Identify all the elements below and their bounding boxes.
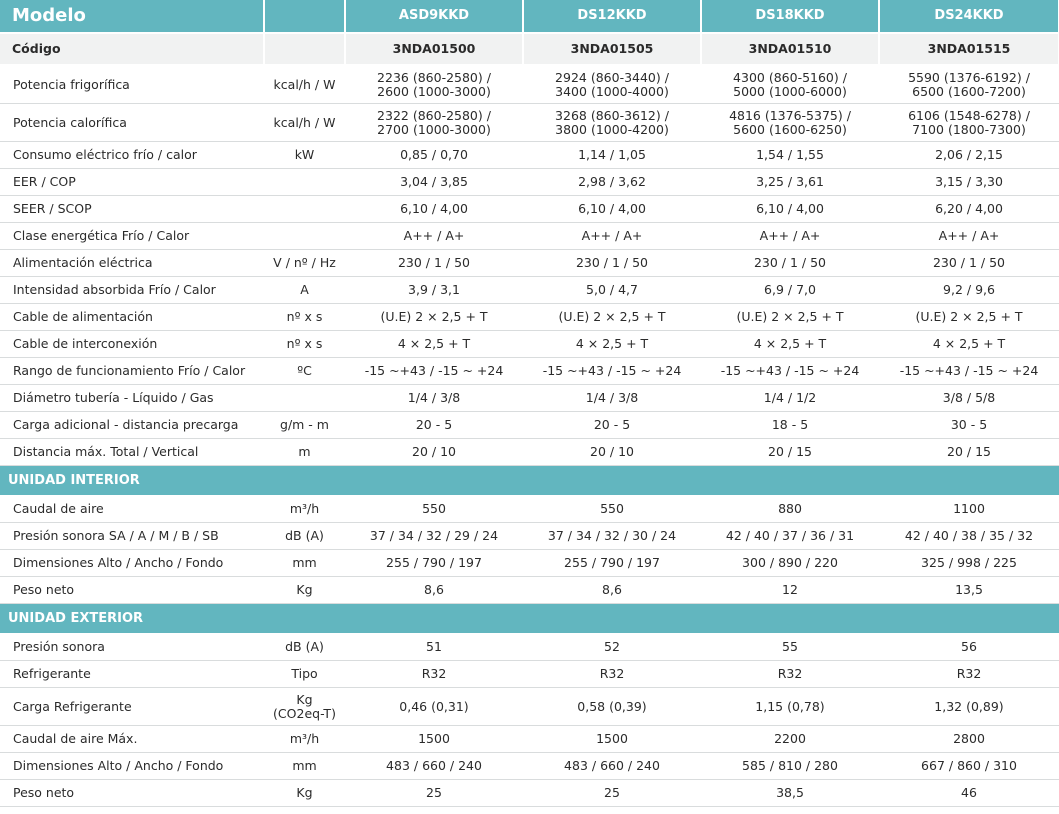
spec-unit: Kg	[264, 577, 345, 604]
spec-label: Presión sonora SA / A / M / B / SB	[0, 523, 264, 550]
spec-label: Peso neto	[0, 780, 264, 807]
spec-value: 0,85 / 0,70	[345, 142, 523, 169]
spec-value: R32	[345, 661, 523, 688]
spec-value: 230 / 1 / 50	[701, 250, 879, 277]
spec-value: 1500	[523, 726, 701, 753]
spec-value: 9,2 / 9,6	[879, 277, 1059, 304]
spec-label: Rango de funcionamiento Frío / Calor	[0, 358, 264, 385]
spec-value: R32	[523, 661, 701, 688]
spec-value: 483 / 660 / 240	[523, 753, 701, 780]
spec-value: 25	[345, 780, 523, 807]
spec-value: 20 - 5	[523, 412, 701, 439]
spec-value: 2,98 / 3,62	[523, 169, 701, 196]
spec-label: Caudal de aire	[0, 496, 264, 523]
spec-unit: mm	[264, 550, 345, 577]
spec-label: Potencia frigorífica	[0, 65, 264, 104]
spec-value: 6,10 / 4,00	[701, 196, 879, 223]
exterior-section-header	[0, 604, 1059, 634]
spec-value: 4300 (860-5160) / 5000 (1000-6000)	[701, 65, 879, 104]
spec-value: -15 ~+43 / -15 ~ +24	[523, 358, 701, 385]
spec-label: Potencia calorífica	[0, 104, 264, 142]
spec-value: 51	[345, 634, 523, 661]
spec-unit: Kg	[264, 780, 345, 807]
code-unit-spacer	[264, 33, 345, 65]
model-name: DS18KKD	[701, 0, 879, 33]
spec-label: Peso neto	[0, 577, 264, 604]
spec-value: 2200	[701, 726, 879, 753]
spec-label: Dimensiones Alto / Ancho / Fondo	[0, 550, 264, 577]
model-name: DS12KKD	[523, 0, 701, 33]
spec-unit: V / nº / Hz	[264, 250, 345, 277]
spec-label: Intensidad absorbida Frío / Calor	[0, 277, 264, 304]
interior-spec-row	[0, 550, 1059, 577]
model-code: 3NDA01515	[879, 33, 1059, 65]
spec-value: 52	[523, 634, 701, 661]
spec-unit: A	[264, 277, 345, 304]
spec-label: Dimensiones Alto / Ancho / Fondo	[0, 753, 264, 780]
spec-unit: kcal/h / W	[264, 65, 345, 104]
spec-value: A++ / A+	[879, 223, 1059, 250]
spec-value: (U.E) 2 × 2,5 + T	[523, 304, 701, 331]
spec-value: 550	[345, 496, 523, 523]
spec-unit: nº x s	[264, 304, 345, 331]
exterior-spec-row	[0, 661, 1059, 688]
spec-value: 1,15 (0,78)	[701, 688, 879, 726]
spec-value: (U.E) 2 × 2,5 + T	[701, 304, 879, 331]
spec-value: 325 / 998 / 225	[879, 550, 1059, 577]
spec-row	[0, 385, 1059, 412]
spec-value: 255 / 790 / 197	[523, 550, 701, 577]
exterior-spec-row	[0, 726, 1059, 753]
spec-value: 1,32 (0,89)	[879, 688, 1059, 726]
spec-value: 3,9 / 3,1	[345, 277, 523, 304]
spec-unit	[264, 223, 345, 250]
spec-value: 255 / 790 / 197	[345, 550, 523, 577]
spec-label: Caudal de aire Máx.	[0, 726, 264, 753]
spec-row	[0, 277, 1059, 304]
spec-value: 30 - 5	[879, 412, 1059, 439]
spec-value: 4 × 2,5 + T	[879, 331, 1059, 358]
spec-value: 1/4 / 3/8	[523, 385, 701, 412]
spec-value: 2924 (860-3440) / 3400 (1000-4000)	[523, 65, 701, 104]
spec-unit: dB (A)	[264, 523, 345, 550]
model-code: 3NDA01505	[523, 33, 701, 65]
spec-unit: g/m - m	[264, 412, 345, 439]
spec-value: 2236 (860-2580) / 2600 (1000-3000)	[345, 65, 523, 104]
spec-value: 2322 (860-2580) / 2700 (1000-3000)	[345, 104, 523, 142]
spec-value: 20 / 15	[879, 439, 1059, 466]
spec-value: R32	[879, 661, 1059, 688]
spec-unit: kW	[264, 142, 345, 169]
spec-value: 2,06 / 2,15	[879, 142, 1059, 169]
spec-unit: m³/h	[264, 726, 345, 753]
spec-unit	[264, 196, 345, 223]
spec-value: (U.E) 2 × 2,5 + T	[345, 304, 523, 331]
spec-label: Clase energética Frío / Calor	[0, 223, 264, 250]
spec-value: 4 × 2,5 + T	[345, 331, 523, 358]
spec-label: Distancia máx. Total / Vertical	[0, 439, 264, 466]
spec-value: 0,46 (0,31)	[345, 688, 523, 726]
spec-row	[0, 223, 1059, 250]
spec-label: Alimentación eléctrica	[0, 250, 264, 277]
spec-value: -15 ~+43 / -15 ~ +24	[701, 358, 879, 385]
model-name: ASD9KKD	[345, 0, 523, 33]
spec-value: 3/8 / 5/8	[879, 385, 1059, 412]
spec-value: 3268 (860-3612) / 3800 (1000-4200)	[523, 104, 701, 142]
spec-value: 550	[523, 496, 701, 523]
spec-value: 6,20 / 4,00	[879, 196, 1059, 223]
model-name: DS24KKD	[879, 0, 1059, 33]
spec-value: 37 / 34 / 32 / 29 / 24	[345, 523, 523, 550]
spec-value: 667 / 860 / 310	[879, 753, 1059, 780]
spec-row	[0, 250, 1059, 277]
code-row	[0, 33, 1059, 65]
spec-value: 1/4 / 3/8	[345, 385, 523, 412]
spec-row	[0, 439, 1059, 466]
spec-value: 3,15 / 3,30	[879, 169, 1059, 196]
exterior-section-title: UNIDAD EXTERIOR	[0, 604, 1059, 634]
exterior-spec-row	[0, 780, 1059, 807]
spec-value: R32	[701, 661, 879, 688]
model-header-row	[0, 0, 1059, 33]
spec-unit	[264, 169, 345, 196]
interior-section-title: UNIDAD INTERIOR	[0, 466, 1059, 496]
spec-value: 13,5	[879, 577, 1059, 604]
exterior-spec-row	[0, 753, 1059, 780]
spec-row	[0, 412, 1059, 439]
spec-value: 1,54 / 1,55	[701, 142, 879, 169]
model-code: 3NDA01500	[345, 33, 523, 65]
spec-value: 20 / 10	[345, 439, 523, 466]
spec-value: A++ / A+	[701, 223, 879, 250]
spec-value: 230 / 1 / 50	[345, 250, 523, 277]
spec-unit: ºC	[264, 358, 345, 385]
spec-value: 42 / 40 / 37 / 36 / 31	[701, 523, 879, 550]
spec-value: 46	[879, 780, 1059, 807]
spec-value: 6,10 / 4,00	[345, 196, 523, 223]
interior-spec-row	[0, 577, 1059, 604]
spec-value: 1,14 / 1,05	[523, 142, 701, 169]
interior-section-header	[0, 466, 1059, 496]
spec-row	[0, 104, 1059, 142]
spec-value: 20 - 5	[345, 412, 523, 439]
spec-value: 2800	[879, 726, 1059, 753]
model-code: 3NDA01510	[701, 33, 879, 65]
spec-value: 0,58 (0,39)	[523, 688, 701, 726]
spec-unit	[264, 385, 345, 412]
spec-unit: Tipo	[264, 661, 345, 688]
spec-label: Presión sonora	[0, 634, 264, 661]
spec-value: 4816 (1376-5375) / 5600 (1600-6250)	[701, 104, 879, 142]
spec-value: 1500	[345, 726, 523, 753]
spec-row	[0, 358, 1059, 385]
spec-unit: mm	[264, 753, 345, 780]
spec-value: 42 / 40 / 38 / 35 / 32	[879, 523, 1059, 550]
spec-unit: kcal/h / W	[264, 104, 345, 142]
spec-value: 6,9 / 7,0	[701, 277, 879, 304]
spec-value: 6106 (1548-6278) / 7100 (1800-7300)	[879, 104, 1059, 142]
spec-unit: dB (A)	[264, 634, 345, 661]
spec-value: 300 / 890 / 220	[701, 550, 879, 577]
spec-value: 3,04 / 3,85	[345, 169, 523, 196]
spec-row	[0, 142, 1059, 169]
spec-label: Consumo eléctrico frío / calor	[0, 142, 264, 169]
spec-unit: m³/h	[264, 496, 345, 523]
exterior-spec-row	[0, 634, 1059, 661]
spec-label: Diámetro tubería - Líquido / Gas	[0, 385, 264, 412]
spec-unit: Kg (CO2eq-T)	[264, 688, 345, 726]
spec-value: 38,5	[701, 780, 879, 807]
spec-value: 55	[701, 634, 879, 661]
spec-value: A++ / A+	[523, 223, 701, 250]
spec-value: (U.E) 2 × 2,5 + T	[879, 304, 1059, 331]
spec-value: 56	[879, 634, 1059, 661]
spec-value: 5590 (1376-6192) / 6500 (1600-7200)	[879, 65, 1059, 104]
model-header-spacer	[264, 0, 345, 33]
spec-label: SEER / SCOP	[0, 196, 264, 223]
spec-value: 8,6	[523, 577, 701, 604]
interior-spec-row	[0, 523, 1059, 550]
spec-value: 4 × 2,5 + T	[523, 331, 701, 358]
spec-value: 585 / 810 / 280	[701, 753, 879, 780]
spec-value: A++ / A+	[345, 223, 523, 250]
spec-row	[0, 331, 1059, 358]
spec-value: 483 / 660 / 240	[345, 753, 523, 780]
spec-unit: m	[264, 439, 345, 466]
spec-value: 20 / 15	[701, 439, 879, 466]
spec-row	[0, 169, 1059, 196]
spec-value: 20 / 10	[523, 439, 701, 466]
spec-value: 18 - 5	[701, 412, 879, 439]
model-header-label: Modelo	[0, 0, 264, 33]
spec-label: Cable de interconexión	[0, 331, 264, 358]
spec-value: 230 / 1 / 50	[879, 250, 1059, 277]
spec-row	[0, 304, 1059, 331]
spec-value: -15 ~+43 / -15 ~ +24	[879, 358, 1059, 385]
spec-value: 880	[701, 496, 879, 523]
exterior-spec-row	[0, 688, 1059, 726]
spec-value: 25	[523, 780, 701, 807]
spec-value: -15 ~+43 / -15 ~ +24	[345, 358, 523, 385]
spec-value: 8,6	[345, 577, 523, 604]
spec-value: 3,25 / 3,61	[701, 169, 879, 196]
spec-label: EER / COP	[0, 169, 264, 196]
spec-value: 37 / 34 / 32 / 30 / 24	[523, 523, 701, 550]
spec-value: 1/4 / 1/2	[701, 385, 879, 412]
spec-value: 5,0 / 4,7	[523, 277, 701, 304]
spec-label: Cable de alimentación	[0, 304, 264, 331]
spec-row	[0, 65, 1059, 104]
spec-value: 6,10 / 4,00	[523, 196, 701, 223]
spec-value: 1100	[879, 496, 1059, 523]
spec-label: Carga Refrigerante	[0, 688, 264, 726]
code-label: Código	[0, 33, 264, 65]
spec-label: Carga adicional - distancia precarga	[0, 412, 264, 439]
spec-value: 230 / 1 / 50	[523, 250, 701, 277]
spec-value: 12	[701, 577, 879, 604]
spec-label: Refrigerante	[0, 661, 264, 688]
spec-value: 4 × 2,5 + T	[701, 331, 879, 358]
interior-spec-row	[0, 496, 1059, 523]
spec-unit: nº x s	[264, 331, 345, 358]
spec-row	[0, 196, 1059, 223]
